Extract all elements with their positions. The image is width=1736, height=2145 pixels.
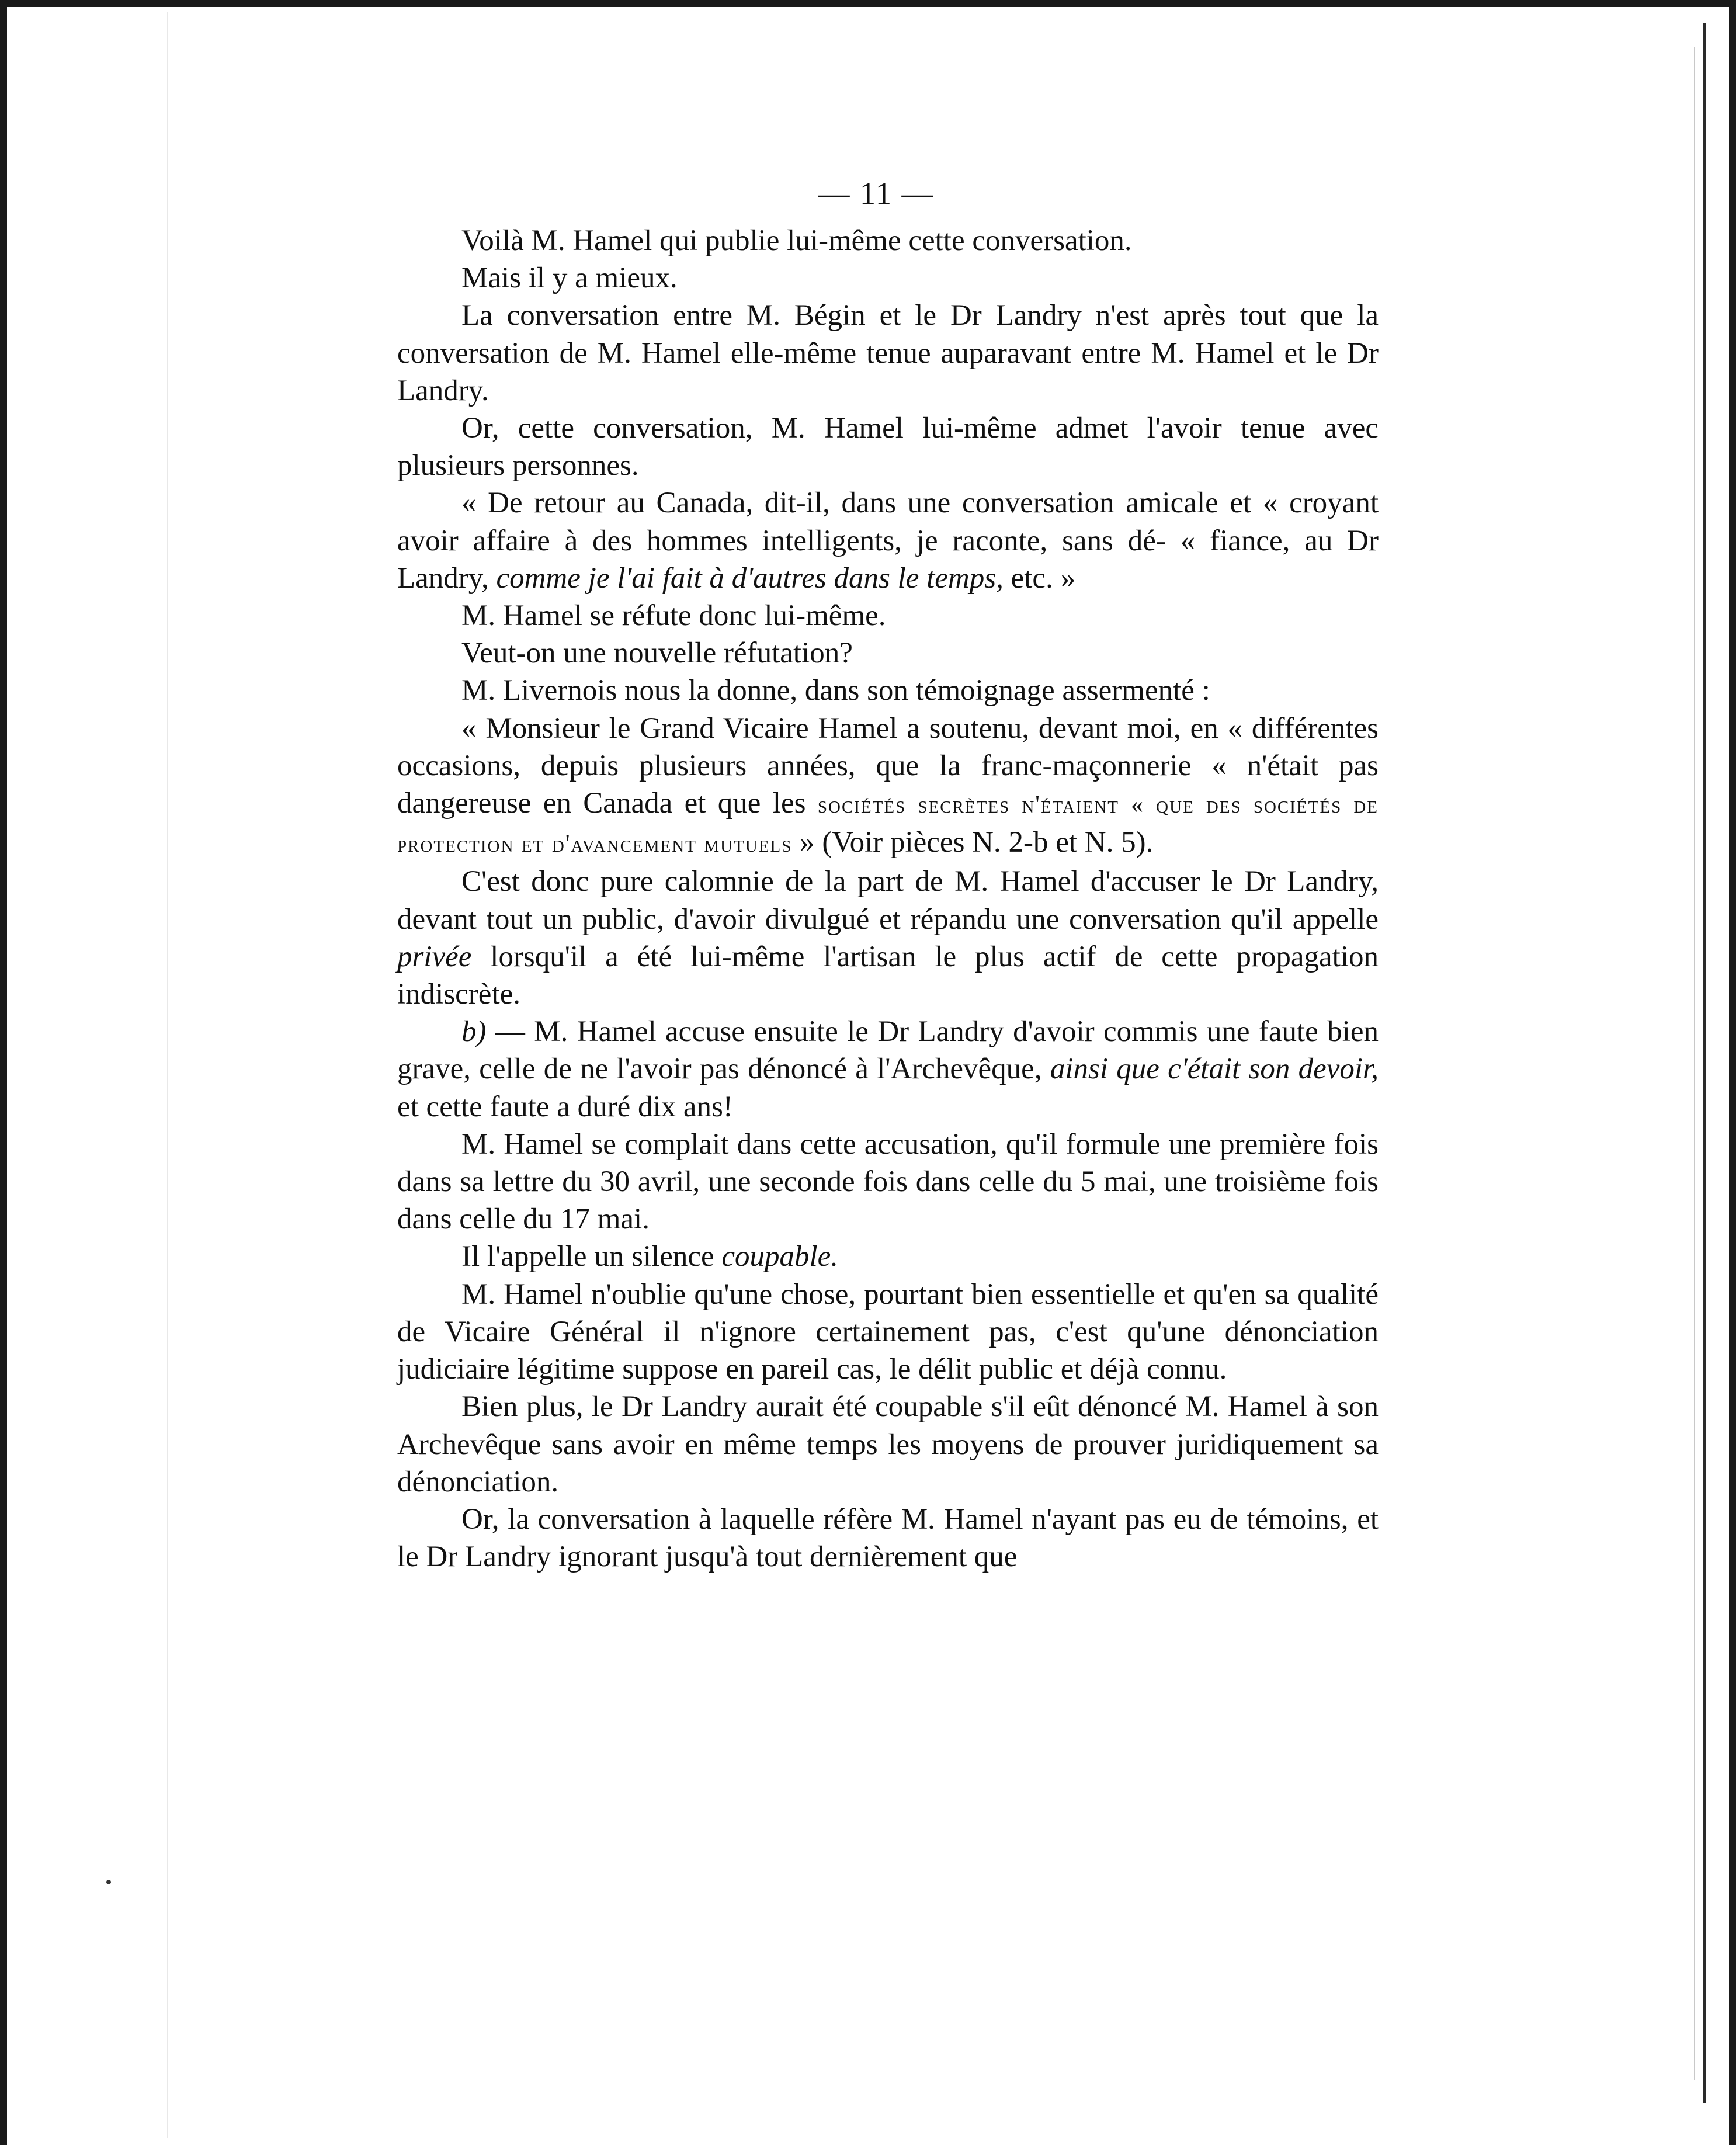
p11-text: — M. Hamel accuse ensuite le Dr Landry d'avoir commis une faute bien grave, celle de ne l'avoir pas dénoncé à l'Archevêque,	[397, 1015, 1379, 1086]
paragraph-8: M. Livernois nous la donne, dans son témoignage assermenté :	[461, 674, 1210, 707]
paragraph-4: Or, cette conversation, M. Hamel lui-même admet l'avoir tenue avec plusieurs personnes.	[397, 412, 1379, 483]
paragraph-12: M. Hamel se complait dans cette accusation, qu'il formule une première fois dans sa lettre du 30 avril, une seconde fois dans celle du 5 mai, une troisième fois dans celle du 17 mai.	[397, 1127, 1379, 1236]
page-edge-shadow	[1694, 47, 1695, 2080]
paragraph-6: M. Hamel se réfute donc lui-même.	[461, 599, 886, 633]
p10-text: C'est donc pure calomnie de la part de M. Hamel d'accuser le Dr Landry, devant tout un public, d'avoir divulgué et répandu une conversation qu'il appelle	[397, 865, 1379, 936]
page-edge	[1703, 23, 1706, 2103]
quote-end: etc. »	[1003, 561, 1076, 595]
paragraph-2: Mais il y a mieux.	[461, 262, 678, 295]
paragraph-13	[397, 1238, 1379, 1275]
paragraph-14: M. Hamel n'oublie qu'une chose, pourtant bien essentielle et qu'en sa qualité de Vicaire Général il n'ignore certainement pas, c'est qu'une dénonciation judiciaire légitime suppose en pareil cas, le délit public et déjà connu.	[397, 1278, 1379, 1386]
page-number: — 11 —	[818, 176, 935, 211]
p10-italic: privée	[397, 940, 472, 973]
paragraph-16: Or, la conversation à laquelle réfère M. Hamel n'ayant pas eu de témoins, et le Dr Landry ignorant jusqu'à tout dernièrement que	[397, 1502, 1379, 1574]
paragraph-3: La conversation entre M. Bégin et le Dr Landry n'est après tout que la conversation de M. Hamel elle-même tenue auparavant entre M. Hamel et le Dr Landry.	[397, 299, 1379, 407]
paragraph-7: Veut-on une nouvelle réfutation?	[461, 637, 853, 670]
scan-frame-top	[0, 0, 1736, 7]
p10-end: lorsqu'il a été lui-même l'artisan le plus actif de cette propagation indiscrète.	[397, 940, 1379, 1011]
paragraph-5-quote	[397, 484, 1379, 597]
testimony-text: « Monsieur le Grand Vicaire Hamel a soutenu, devant moi, en « différentes occasions, depuis plusieurs années, que la franc-maçonnerie « n'était pas dangereuse en Canada et que les	[397, 711, 1379, 820]
quote-italic: comme je l'ai fait à d'autres dans le temps,	[496, 561, 1004, 595]
paragraph-11	[397, 1013, 1379, 1126]
paragraph-9-quote	[397, 710, 1379, 863]
p13-text: Il l'appelle un silence	[461, 1240, 722, 1273]
paragraph-10	[397, 863, 1379, 1013]
scan-speck	[106, 1880, 111, 1884]
body-text	[397, 222, 1379, 1575]
scan-frame-left	[0, 0, 7, 2145]
quote-text: « De retour au Canada, dit-il, dans une conversation amicale et « croyant avoir affaire à des hommes intelligents, je raconte, sans dé- « fiance, au Dr Landry,	[397, 487, 1379, 595]
paragraph-1: Voilà M. Hamel qui publie lui-même cette conversation.	[461, 224, 1132, 257]
paragraph-15: Bien plus, le Dr Landry aurait été coupable s'il eût dénoncé M. Hamel à son Archevêque sans avoir en même temps les moyens de prouver juridiquement sa dénonciation.	[397, 1390, 1379, 1498]
scan-frame-right	[1729, 0, 1736, 2145]
p11-end: et cette faute a duré dix ans!	[397, 1090, 733, 1123]
p11-lead: b)	[461, 1015, 487, 1049]
testimony-end: » (Voir pièces N. 2-b et N. 5).	[792, 826, 1154, 859]
testimony-smallcaps: sociétés secrètes n'étaient « que des sociétés de protection et d'avancement mutuels	[397, 792, 1379, 858]
p13-italic: coupable.	[721, 1240, 839, 1273]
p11-italic: ainsi que c'était son devoir,	[1050, 1053, 1379, 1086]
